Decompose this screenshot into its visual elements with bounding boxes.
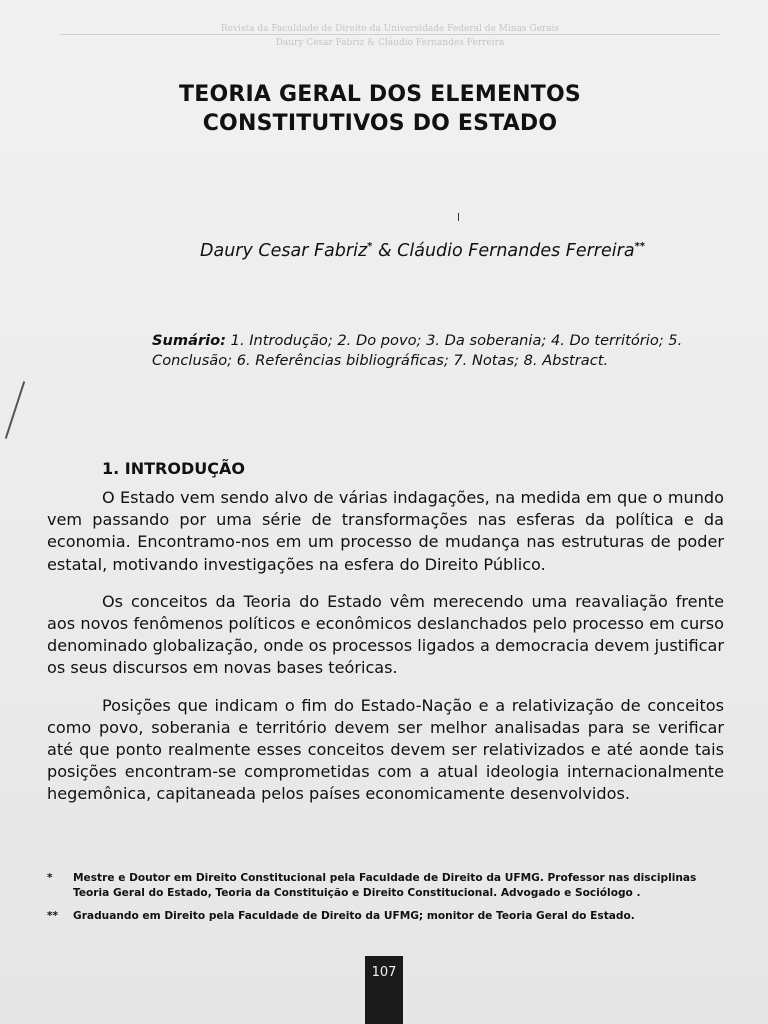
section-body [47,487,724,821]
footnote-2 [47,909,724,924]
article-title-line-1: TEORIA GERAL DOS ELEMENTOS [179,82,581,107]
body-paragraph-1: O Estado vem sendo alvo de várias indagações, na medida em que o mundo vem passando por uma série de transformações nas esferas da política e da economia. Encontramo-nos em um processo de mudança nas estruturas de poder estatal, motivando investigações na esfera do Direito Público. [47,488,724,574]
running-header-authors: Daury Cesar Fabriz & Cláudio Fernandes Ferreira [275,38,505,48]
footnote-1-text: Mestre e Doutor em Direito Constitucional pela Faculdade de Direito da UFMG. Professor nas disciplinas Teoria Geral do Estado, Teoria da Constituição e Direito Constitucional. Advogado e Sociólogo . [73,872,697,899]
article-summary [152,331,722,371]
summary-label: Sumário: [152,332,227,349]
page-number: 107 [365,956,403,1024]
article-authors [200,235,740,263]
article-title [120,80,640,138]
author-1: Daury Cesar Fabriz [200,240,368,261]
author-1-footnote-mark: * [367,241,373,252]
author-separator: & [372,240,398,261]
article-title-line-2: CONSTITUTIVOS DO ESTADO [202,111,558,136]
header-rule [60,34,720,35]
footnote-1 [47,871,724,901]
footnote-2-mark: ** [47,910,59,922]
body-paragraph-3: Posições que indicam o fim do Estado-Nação e a relativização de conceitos como povo, soberania e território devem ser melhor analisadas para se verificar até que ponto realmente esses conceitos devem ser relativizados e até aonde tais posições encontram-se comprometidas com a atual ideologia internacionalmente hegemônica, capitaneada pelos países economicamente desenvolvidos. [47,695,724,804]
footnote-2-text: Graduando em Direito pela Faculdade de Direito da UFMG; monitor de Teoria Geral do Estado. [73,910,635,922]
author-2-footnote-mark: ** [634,241,646,252]
footnote-1-mark: * [47,872,53,884]
body-paragraph-2: Os conceitos da Teoria do Estado vêm merecendo uma reavaliação frente aos novos fenômenos políticos e econômicos deslanchados pelo processo em curso denominado globalização, onde os processos ligados a democracia devem justificar os seus discursos em novas bases teóricas. [47,591,724,678]
running-header [60,22,720,50]
running-header-title: Revista da Faculdade de Direito da Universidade Federal de Minas Gerais [220,24,560,34]
author-2: Cláudio Fernandes Ferreira [397,240,635,261]
summary-text: 1. Introdução; 2. Do povo; 3. Da soberania; 4. Do território; 5. Conclusão; 6. Referências bibliográficas; 7. Notas; 8. Abstract. [152,332,683,369]
section-heading: 1. INTRODUÇÃO [102,459,245,478]
footnotes [47,871,724,932]
margin-pen-mark [5,381,25,439]
stray-mark [458,213,459,221]
